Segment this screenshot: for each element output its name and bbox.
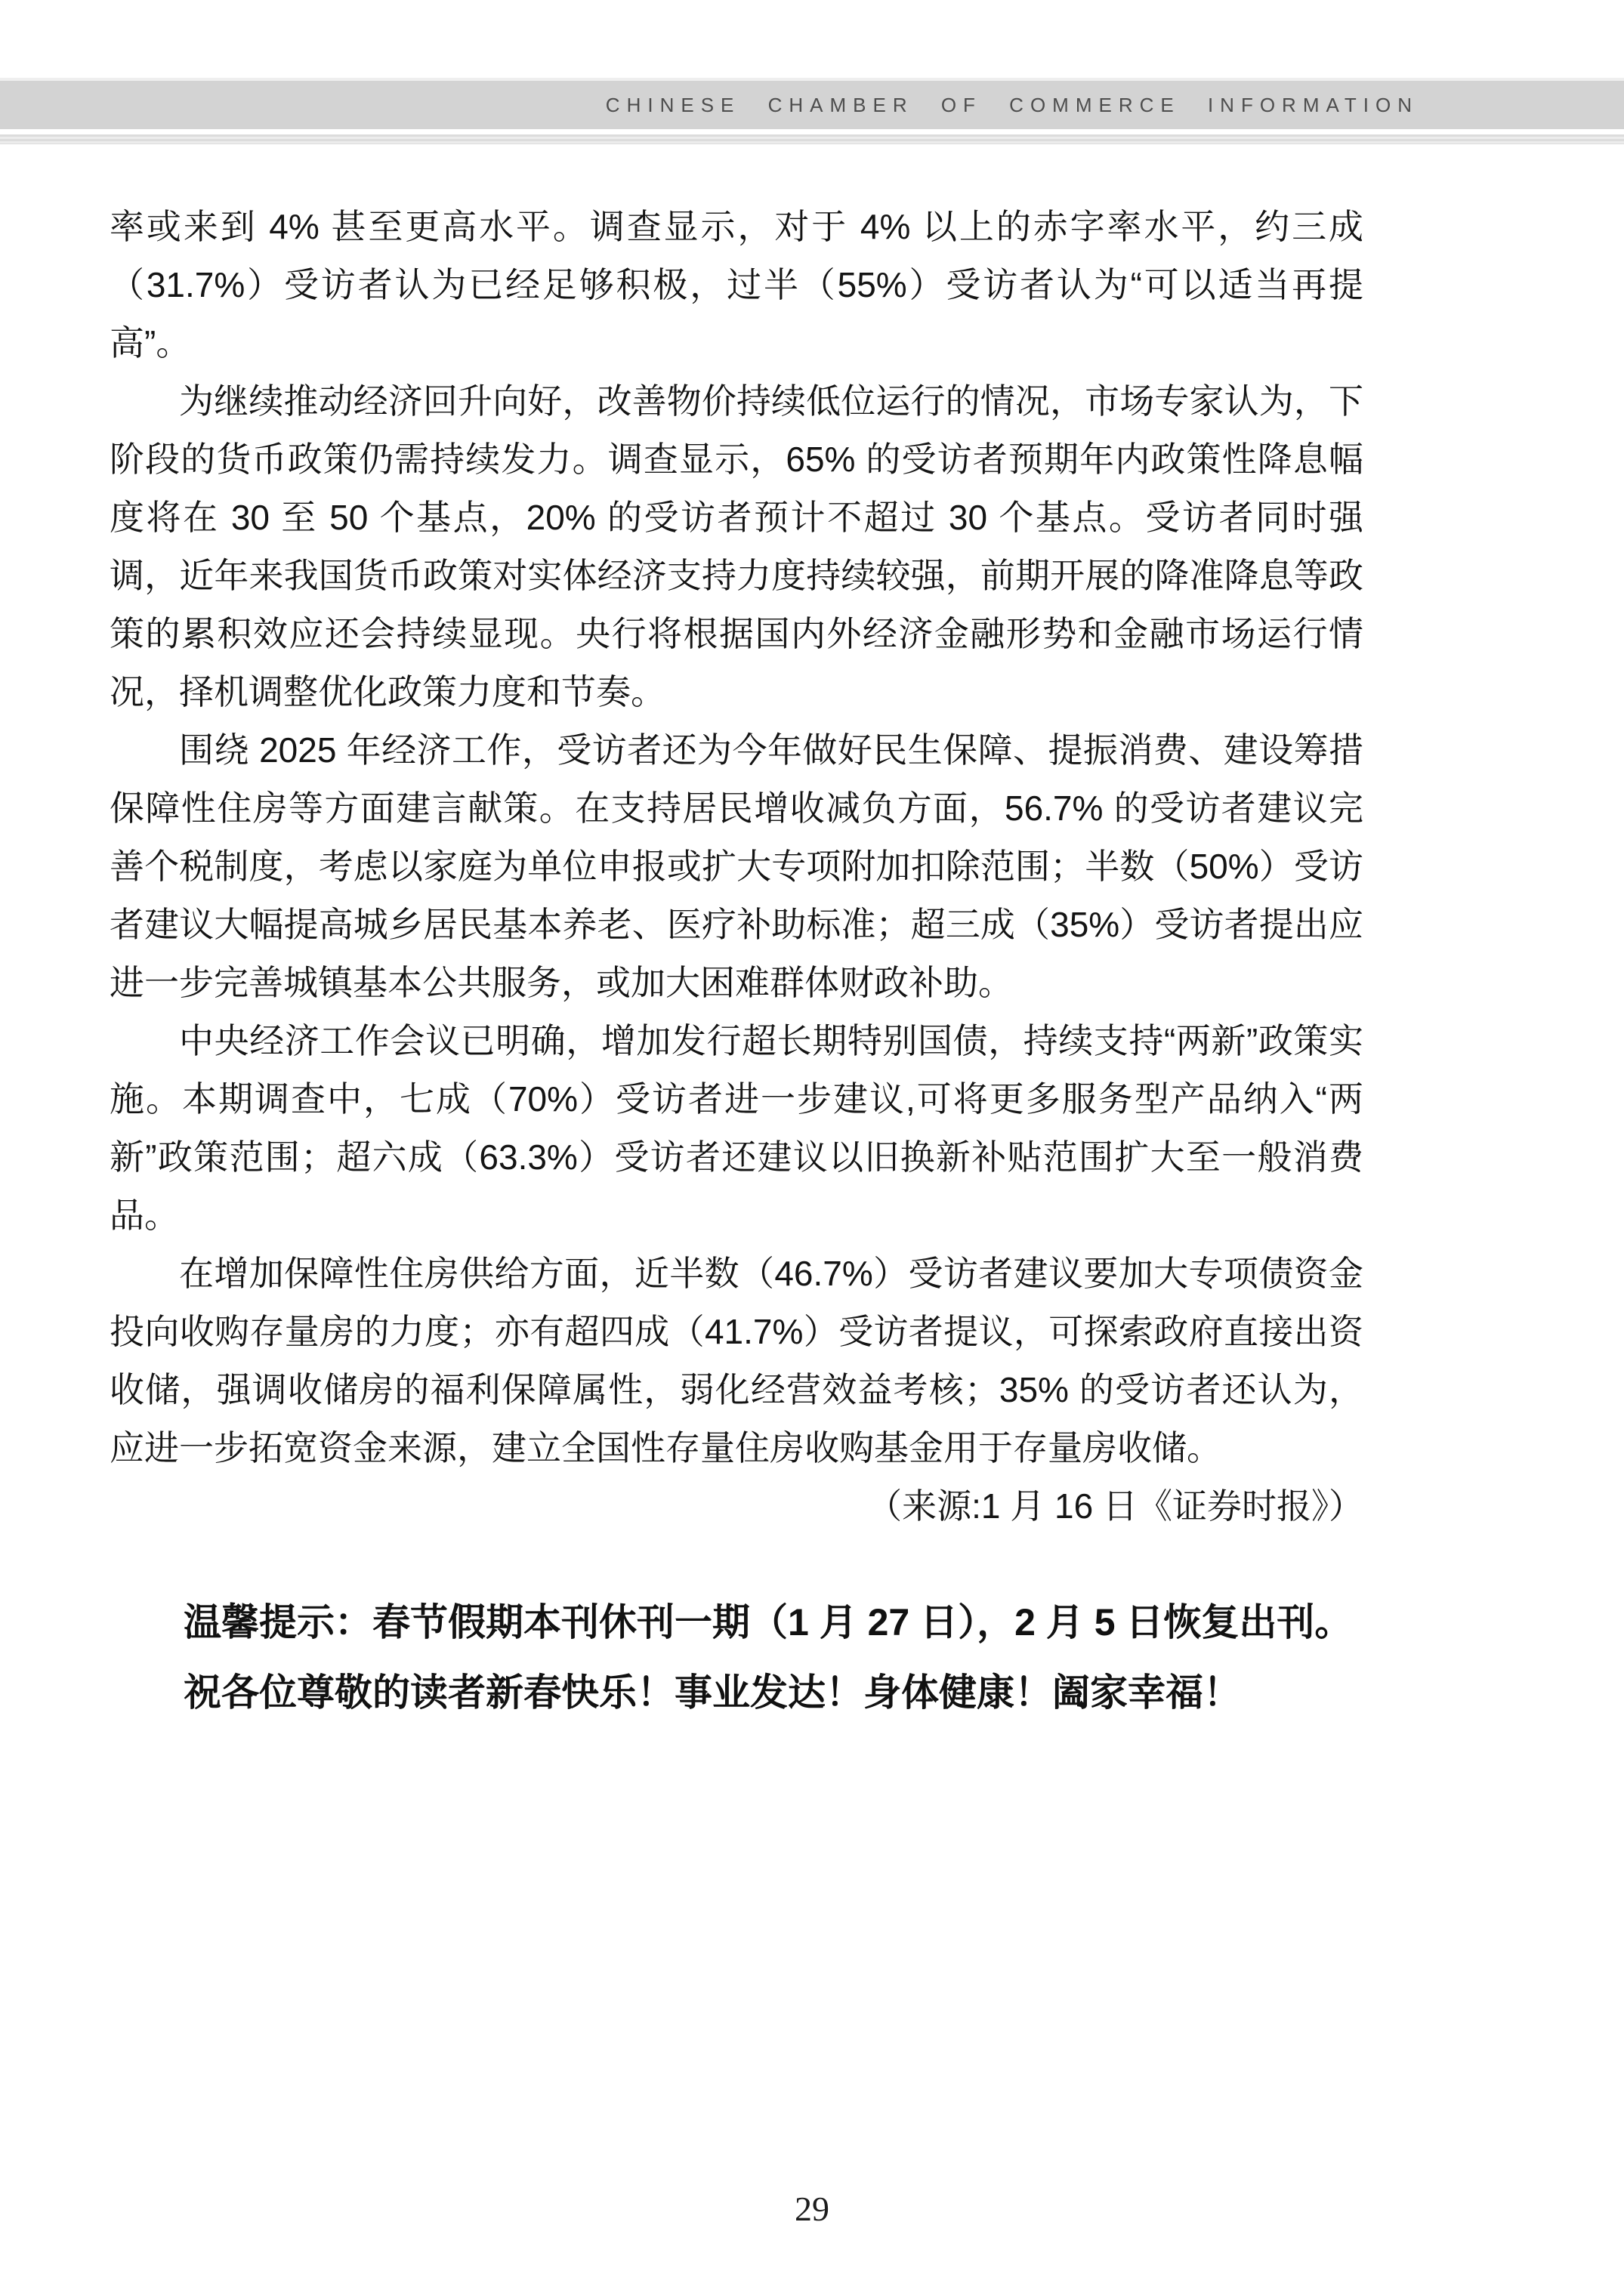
article-paragraph [110, 198, 1363, 372]
article-body [110, 198, 1363, 1535]
paragraph-text: 率或来到 4% 甚至更高水平。调查显示，对于 4% 以上的赤字率水平，约三成（31.7%）受访者认为已经足够积极，过半（55%）受访者认为“可以适当再提高”。 [110, 207, 1363, 363]
holiday-notice-line-2: 祝各位尊敬的读者新春快乐！事业发达！身体健康！阖家幸福！ [184, 1671, 1241, 1714]
article-paragraph [110, 1012, 1363, 1245]
article-paragraph [110, 372, 1363, 721]
holiday-notice-line-1: 温馨提示：春节假期本刊休刊一期（1 月 27 日），2 月 5 日恢复出刊。 [184, 1601, 1353, 1643]
holiday-notice [184, 1588, 1422, 1728]
paragraph-text: 中央经济工作会议已明确，增加发行超长期特别国债，持续支持“两新”政策实施。本期调查中，七成（70%）受访者进一步建议,可将更多服务型产品纳入“两新”政策范围；超六成（63.3%）受访者还建议以旧换新补贴范围扩大至一般消费品。 [110, 1021, 1363, 1235]
header-title: CHINESE CHAMBER OF COMMERCE INFORMATION [605, 93, 1419, 116]
page-number: 29 [795, 2190, 829, 2228]
page-header [0, 81, 1624, 129]
paragraph-text: 围绕 2025 年经济工作，受访者还为今年做好民生保障、提振消费、建设筹措保障性住房等方面建言献策。在支持居民增收减负方面，56.7% 的受访者建议完善个税制度，考虑以家庭为单位申报或扩大专项附加扣除范围；半数（50%）受访者建议大幅提高城乡居民基本养老、医疗补助标准；超三成（35%）受访者提出应进一步完善城镇基本公共服务，或加大困难群体财政补助。 [110, 730, 1363, 1002]
paragraph-text: 在增加保障性住房供给方面，近半数（46.7%）受访者建议要加大专项债资金投向收购存量房的力度；亦有超四成（41.7%）受访者提议，可探索政府直接出资收储，强调收储房的福利保障属性，弱化经营效益考核；35% 的受访者还认为，应进一步拓宽资金来源，建立全国性存量住房收购基金用于存量房收储。 [110, 1254, 1363, 1467]
header-stripe-band [0, 134, 1624, 144]
article-paragraph [110, 721, 1363, 1012]
paragraph-text: 为继续推动经济回升向好，改善物价持续低位运行的情况，市场专家认为，下阶段的货币政策仍需持续发力。调查显示，65% 的受访者预期年内政策性降息幅度将在 30 至 50 个基点，20% 的受访者预计不超过 30 个基点。受访者同时强调，近年来我国货币政策对实体经济支持力度持续较强，前期开展的降准降息等政策的累积效应还会持续显现。央行将根据国内外经济金融形势和金融市场运行情况，择机调整优化政策力度和节奏。 [110, 381, 1363, 711]
source-attribution: （来源:1 月 16 日《证券时报》） [867, 1486, 1363, 1526]
article-paragraph [110, 1245, 1363, 1526]
